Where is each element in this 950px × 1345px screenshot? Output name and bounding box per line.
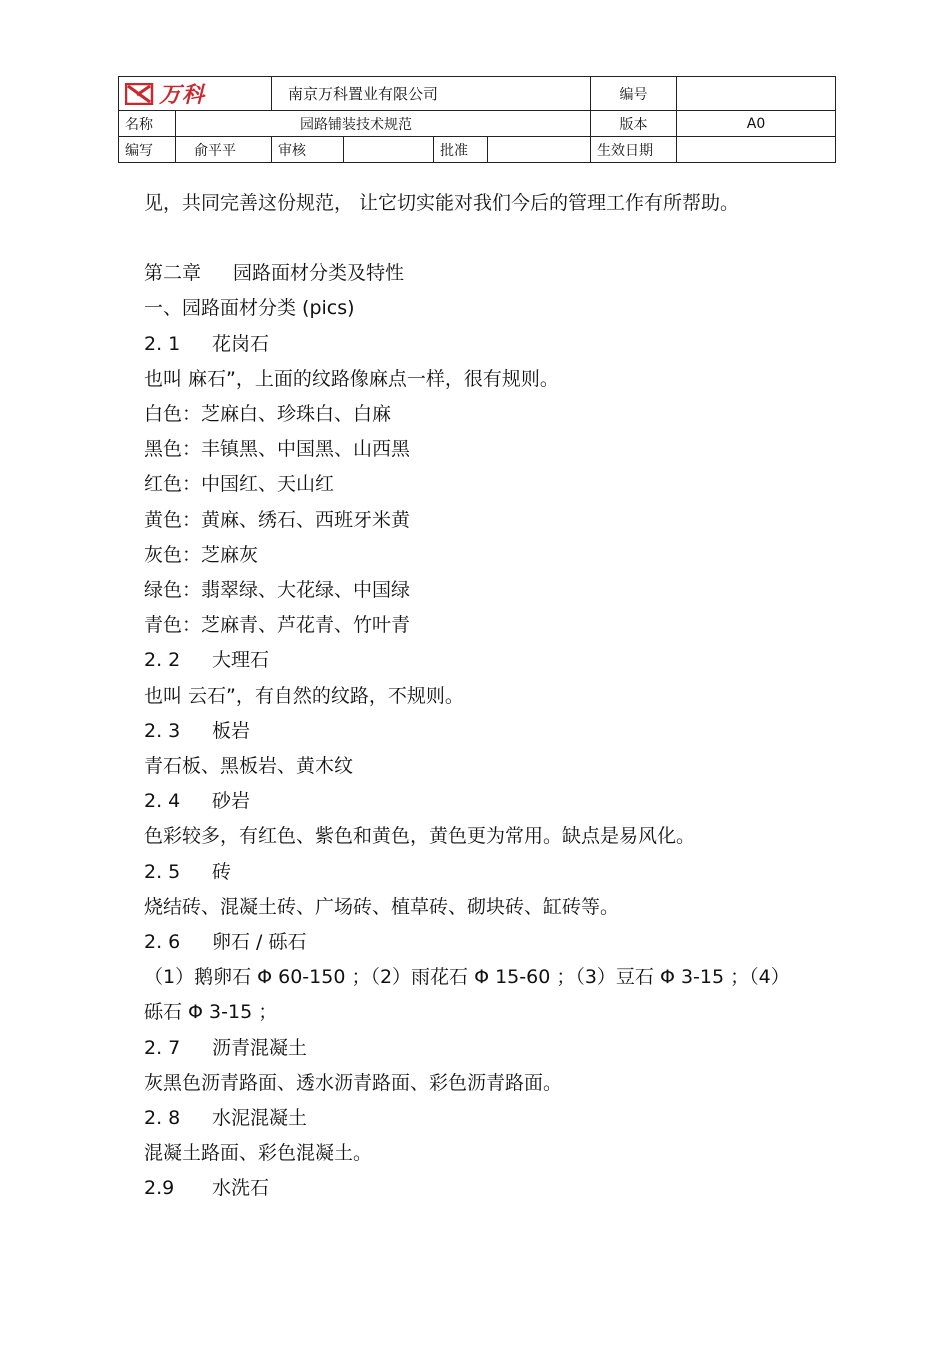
paragraph: 也叫 麻石”，上面的纹路像麻点一样，很有规则。 (144, 367, 559, 390)
document-title: 园路铺装技术规范 (176, 111, 591, 137)
subsection-number: 2. 7 (144, 1036, 181, 1059)
author-value: 俞平平 (176, 137, 272, 163)
chapter-title: 园路面材分类及特性 (233, 262, 405, 285)
subsection-number: 2. 8 (144, 1107, 181, 1130)
logo-text: 万科 (159, 83, 206, 108)
subsection-number: 2. 5 (144, 860, 181, 883)
paragraph: 色彩较多，有红色、紫色和黄色，黄色更为常用。缺点是易风化。 (144, 825, 696, 848)
paragraph: 也叫 云石”，有自然的纹路，不规则。 (144, 684, 464, 707)
subsection-title: 花岗石 (212, 332, 270, 355)
effective-date-label: 生效日期 (591, 137, 677, 163)
code-label: 编号 (591, 77, 677, 111)
color-line: 黑色：丰镇黑、中国黑、山西黑 (144, 438, 411, 461)
subsection-heading (144, 925, 834, 960)
approve-value (488, 137, 591, 163)
subsection-number: 2. 6 (144, 931, 181, 954)
color-line: 灰色：芝麻灰 (144, 543, 259, 566)
color-line: 青色：芝麻青、芦花青、竹叶青 (144, 614, 411, 637)
subsection-heading (144, 1171, 834, 1206)
vanke-logo-icon (125, 83, 155, 105)
paragraph: 砾石 Φ 3-15 ； (144, 1001, 278, 1024)
color-line: 黄色：黄麻、绣石、西班牙米黄 (144, 508, 411, 531)
chapter-number: 第二章 (144, 262, 202, 285)
paragraph: 烧结砖、混凝土砖、广场砖、植草砖、砌块砖、缸砖等。 (144, 895, 620, 918)
subsection-number: 2. 3 (144, 719, 181, 742)
subsection-title: 水洗石 (212, 1177, 270, 1200)
author-label: 编写 (119, 137, 176, 163)
approve-label: 批准 (434, 137, 488, 163)
subsection-heading (144, 855, 834, 890)
name-label: 名称 (119, 111, 176, 137)
color-line: 绿色：翡翠绿、大花绿、中国绿 (144, 579, 411, 602)
intro-paragraph: 见，共同完善这份规范， 让它切实能对我们今后的管理工作有所帮助。 (144, 192, 740, 214)
version-label: 版本 (591, 111, 677, 137)
chapter-heading (144, 256, 834, 291)
subsection-heading (144, 1101, 834, 1136)
subsection-title: 水泥混凝土 (212, 1107, 308, 1130)
subsection-title: 板岩 (212, 719, 251, 742)
subsection-title: 砂岩 (212, 790, 251, 813)
paragraph: （1）鹅卵石 Φ 60-150 ；（2）雨花石 Φ 15-60 ；（3）豆石 Φ 3-15 ；（4） (144, 966, 790, 989)
code-value (677, 77, 836, 111)
document-body (144, 186, 834, 1207)
version-value: A0 (677, 111, 836, 137)
paragraph: 青石板、黑板岩、黄木纹 (144, 755, 354, 778)
subsection-title: 沥青混凝土 (212, 1036, 308, 1059)
subsection-heading (144, 784, 834, 819)
subsection-heading (144, 714, 834, 749)
document-header-table (118, 76, 836, 163)
company-name: 南京万科置业有限公司 (272, 77, 591, 111)
logo-cell (119, 77, 272, 111)
subsection-heading (144, 327, 834, 362)
review-value (344, 137, 434, 163)
vanke-logo (125, 78, 265, 109)
paragraph: 混凝土路面、彩色混凝土。 (144, 1142, 373, 1165)
subsection-title: 卵石 / 砾石 (212, 931, 307, 954)
subsection-number: 2. 2 (144, 649, 181, 672)
color-line: 红色：中国红、天山红 (144, 473, 335, 496)
subsection-heading (144, 1031, 834, 1066)
section-title: 一、园路面材分类 (pics) (144, 297, 355, 320)
subsection-number: 2. 4 (144, 790, 181, 813)
effective-date-value (677, 137, 836, 163)
subsection-title: 砖 (212, 860, 232, 883)
subsection-number: 2.9 (144, 1177, 175, 1200)
subsection-number: 2. 1 (144, 332, 181, 355)
subsection-title: 大理石 (212, 649, 270, 672)
color-line: 白色：芝麻白、珍珠白、白麻 (144, 403, 392, 426)
paragraph: 灰黑色沥青路面、透水沥青路面、彩色沥青路面。 (144, 1071, 563, 1094)
subsection-heading (144, 643, 834, 678)
review-label: 审核 (272, 137, 344, 163)
